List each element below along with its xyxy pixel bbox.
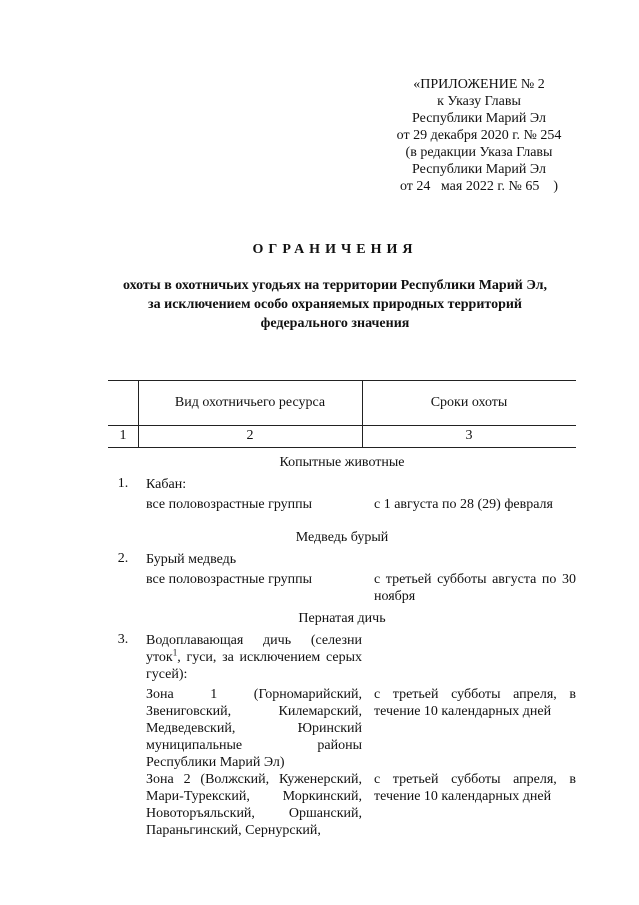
hunting-period: с третьей субботы апреля, в течение 10 календарных дней (374, 687, 576, 719)
table-border-mid (108, 425, 576, 426)
header-line: «ПРИЛОЖЕНИЕ № 2 (413, 77, 545, 92)
header-line: Республики Марий Эл (412, 162, 546, 177)
document-title: ОГРАНИЧЕНИЯ (252, 242, 418, 257)
amendment-number: 65 (525, 179, 540, 194)
zone-description: Зона 1 (Горномарийский, Звениговский, Килемарский, Медведевский, Юринский муниципальные районы Республики Марий Эл) (146, 687, 362, 770)
resource-name: Кабан: (146, 477, 187, 492)
hunting-period: с 1 августа по 28 (29) февраля (374, 497, 553, 512)
amendment-prefix: от (399, 179, 417, 194)
document-subtitle (100, 276, 570, 333)
resource-name-part: Водоплавающая дичь (селезни уток (146, 633, 362, 665)
resource-name (146, 632, 362, 683)
table-border-top (108, 380, 576, 381)
hunting-period: с третьей субботы августа по 30 ноября (374, 572, 576, 604)
header-line: к Указу Главы (437, 94, 521, 109)
resource-group: все половозрастные группы (146, 572, 313, 587)
header-amendment-date (388, 178, 570, 195)
section-heading: Копытные животные (279, 455, 405, 470)
row-number: 2. (117, 551, 129, 566)
zone-description: Зона 2 (Волжский, Куженерский, Мари-Турекский, Моркинский, Новоторъяльский, Оршанский, Параньгинский, Сернурский, (146, 772, 362, 838)
appendix-header (388, 76, 570, 195)
header-line: от 29 декабря 2020 г. № 254 (396, 128, 562, 143)
subtitle-line: охоты в охотничьих угодьях на территории Республики Марий Эл, (122, 278, 548, 293)
amendment-suffix: ) (539, 179, 559, 194)
row-number: 1. (117, 476, 129, 491)
resource-group: все половозрастные группы (146, 497, 313, 512)
header-line: (в редакции Указа Главы (405, 145, 553, 160)
column-header-resource: Вид охотничьего ресурса (174, 395, 326, 410)
amendment-day: 24 (416, 179, 431, 194)
subtitle-line: за исключением особо охраняемых природных территорий (148, 297, 522, 312)
column-number: 3 (465, 428, 473, 443)
section-heading: Пернатая дичь (298, 611, 386, 626)
column-number: 1 (119, 428, 127, 443)
resource-name-part: , гуси, за исключением серых гусей): (146, 650, 362, 682)
subtitle-line: федерального значения (260, 316, 410, 331)
column-header-period: Сроки охоты (430, 395, 508, 410)
resource-name: Бурый медведь (146, 552, 237, 567)
table-border-bottom (108, 447, 576, 448)
row-number: 3. (117, 632, 129, 647)
section-heading: Медведь бурый (295, 530, 389, 545)
header-line: Республики Марий Эл (412, 111, 546, 126)
column-number: 2 (246, 428, 254, 443)
hunting-period: с третьей субботы апреля, в течение 10 календарных дней (374, 772, 576, 804)
amendment-mid: мая 2022 г. № (430, 179, 526, 194)
footnote-mark: 1 (172, 647, 178, 658)
